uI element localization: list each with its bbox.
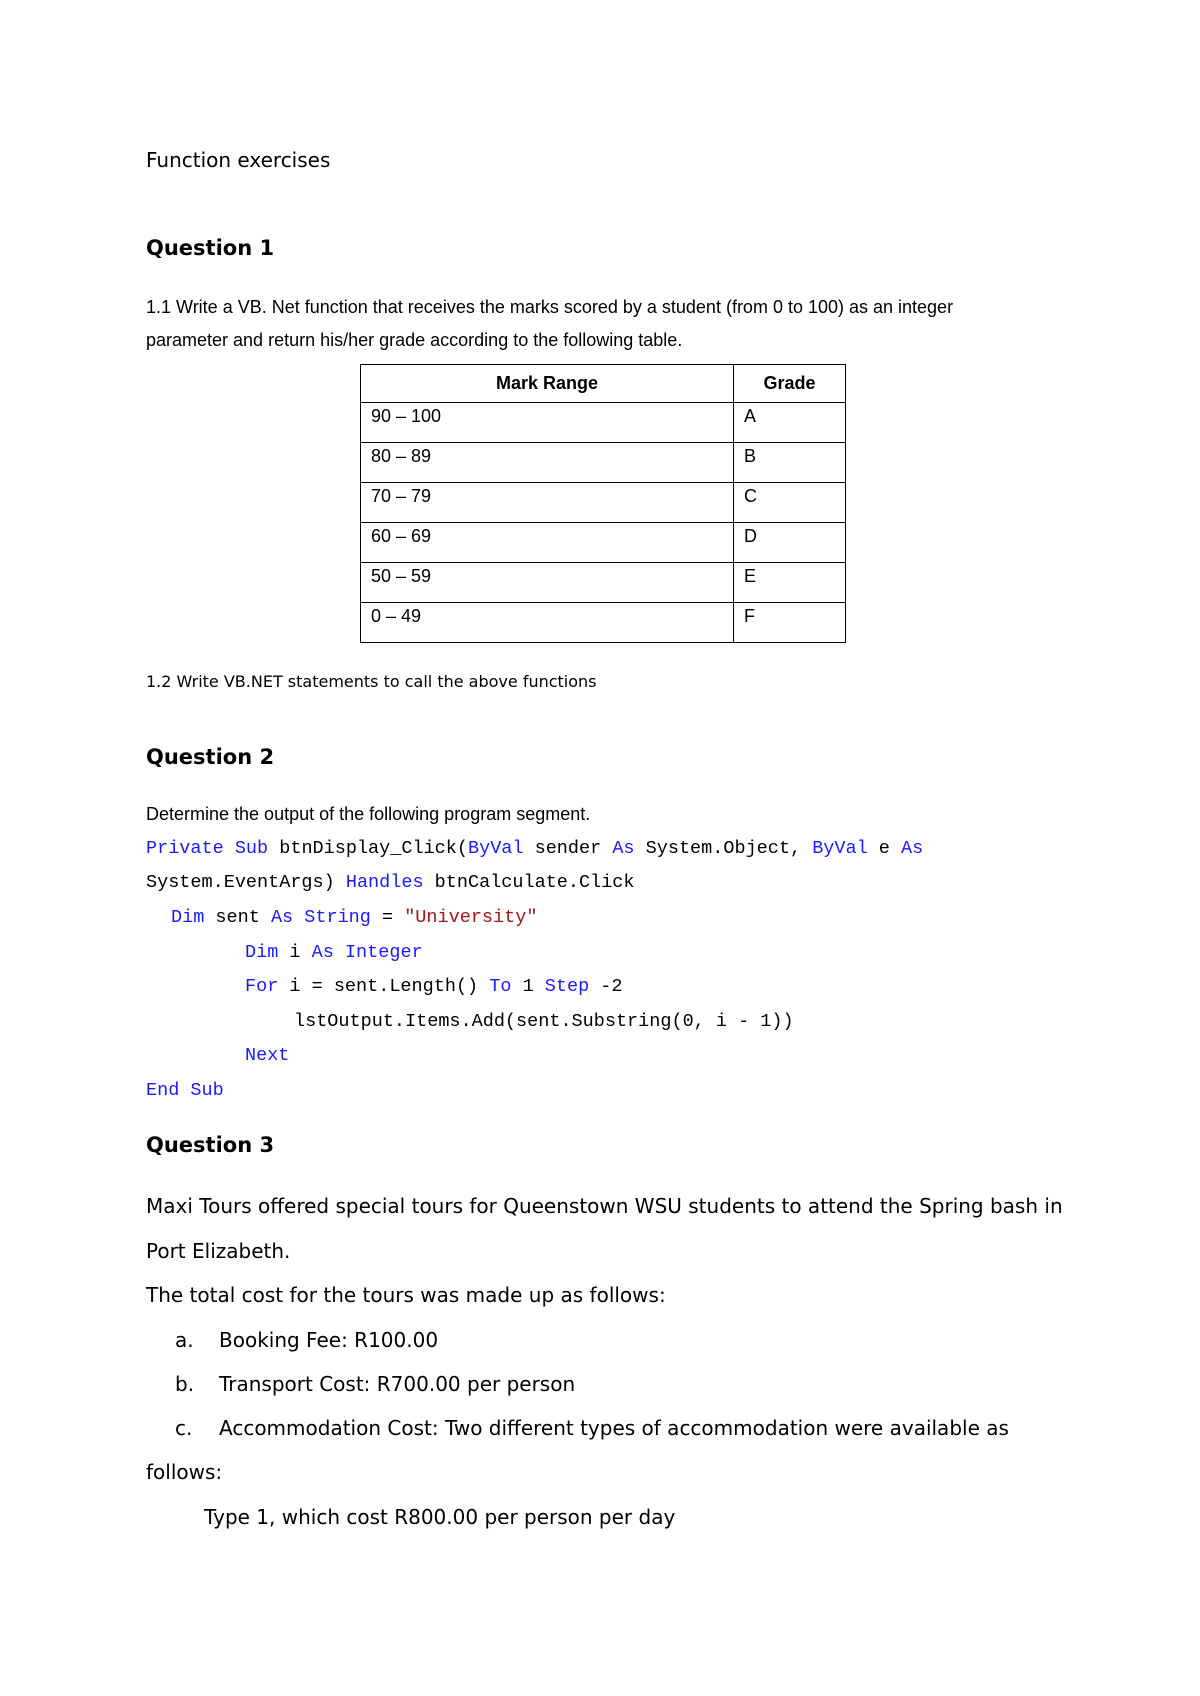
code-keyword: Next	[245, 1045, 290, 1066]
question-1-text-line-1: 1.1 Write a VB. Net function that receives the marks scored by a student (from 0 to 100) as an integer	[146, 297, 954, 317]
code-line-1	[146, 838, 923, 859]
code-text: System.Object,	[634, 838, 813, 859]
mark-range-cell: 0 – 49	[361, 603, 734, 643]
list-item-accommodation-cost: Accommodation Cost: Two different types of accommodation were available as	[219, 1416, 1009, 1440]
code-text: btnDisplay_Click(	[268, 838, 468, 859]
question-1-2-text: 1.2 Write VB.NET statements to call the above functions	[146, 672, 597, 691]
code-text: -2	[589, 976, 623, 997]
table-row	[361, 523, 846, 563]
question-3-para-1-line-2: Port Elizabeth.	[146, 1239, 291, 1263]
code-string: "University"	[404, 907, 538, 928]
list-marker: b.	[175, 1372, 195, 1396]
table-row	[361, 483, 846, 523]
grade-cell: B	[734, 443, 846, 483]
question-3-para-2: The total cost for the tours was made up as follows:	[146, 1283, 666, 1307]
question-1-heading: Question 1	[146, 236, 275, 260]
code-text: sender	[523, 838, 613, 859]
question-3-heading: Question 3	[146, 1133, 275, 1157]
grade-cell: C	[734, 483, 846, 523]
grade-table-header-row	[361, 365, 846, 403]
code-keyword: End	[146, 1080, 180, 1101]
question-3-para-1-line-1: Maxi Tours offered special tours for Queenstown WSU students to attend the Spring bash in	[146, 1194, 1063, 1218]
question-1-text-line-2: parameter and return his/her grade according to the following table.	[146, 330, 683, 350]
code-line-7	[245, 1045, 289, 1066]
table-row	[361, 603, 846, 643]
code-keyword: Sub	[190, 1080, 224, 1101]
code-keyword: ByVal	[812, 838, 868, 859]
question-2-intro: Determine the output of the following program segment.	[146, 804, 591, 824]
code-line-3	[171, 907, 537, 928]
question-2-heading: Question 2	[146, 745, 275, 769]
code-keyword: As	[612, 838, 635, 859]
list-item-booking-fee: Booking Fee: R100.00	[219, 1328, 439, 1352]
code-keyword: Dim	[171, 907, 205, 928]
list-marker: a.	[175, 1328, 194, 1352]
code-text: 1	[511, 976, 545, 997]
table-header-grade: Grade	[734, 365, 846, 403]
code-line-5	[245, 976, 623, 997]
code-text: System.EventArgs)	[146, 872, 346, 893]
code-keyword: Handles	[345, 872, 424, 893]
accommodation-type-1: Type 1, which cost R800.00 per person per day	[204, 1505, 676, 1529]
grade-cell: F	[734, 603, 846, 643]
code-keyword: String	[304, 907, 371, 928]
code-keyword: To	[489, 976, 512, 997]
mark-range-cell: 60 – 69	[361, 523, 734, 563]
table-header-mark-range: Mark Range	[361, 365, 734, 403]
code-line-2	[146, 872, 635, 893]
list-item-transport-cost: Transport Cost: R700.00 per person	[219, 1372, 576, 1396]
code-keyword: Step	[544, 976, 590, 997]
list-item-accommodation-cont: follows:	[146, 1460, 223, 1484]
code-keyword: As	[311, 942, 334, 963]
code-text: i = sent.Length()	[278, 976, 490, 997]
code-text: e	[867, 838, 902, 859]
grade-cell: D	[734, 523, 846, 563]
code-text: =	[370, 907, 405, 928]
grade-table	[360, 364, 846, 643]
code-keyword: Dim	[245, 942, 279, 963]
code-keyword: As	[270, 907, 294, 928]
table-row	[361, 443, 846, 483]
mark-range-cell: 80 – 89	[361, 443, 734, 483]
code-line-8	[146, 1080, 224, 1101]
code-keyword: As	[901, 838, 924, 859]
document-title: Function exercises	[146, 148, 331, 172]
code-text: i	[278, 942, 312, 963]
code-keyword: Integer	[344, 942, 423, 963]
code-keyword: ByVal	[467, 838, 524, 859]
code-text: sent	[204, 907, 271, 928]
mark-range-cell: 90 – 100	[361, 403, 734, 443]
code-line-4	[245, 942, 423, 963]
mark-range-cell: 50 – 59	[361, 563, 734, 603]
code-keyword: Sub	[234, 838, 269, 859]
table-row	[361, 403, 846, 443]
code-text: btnCalculate.Click	[423, 872, 635, 893]
code-keyword: Private	[146, 838, 224, 859]
code-line-6	[294, 1011, 794, 1032]
mark-range-cell: 70 – 79	[361, 483, 734, 523]
code-keyword: For	[245, 976, 279, 997]
grade-cell: A	[734, 403, 846, 443]
table-row	[361, 563, 846, 603]
list-marker: c.	[175, 1416, 193, 1440]
grade-cell: E	[734, 563, 846, 603]
code-text: lstOutput.Items.Add(sent.Substring(0, i - 1))	[294, 1011, 794, 1032]
